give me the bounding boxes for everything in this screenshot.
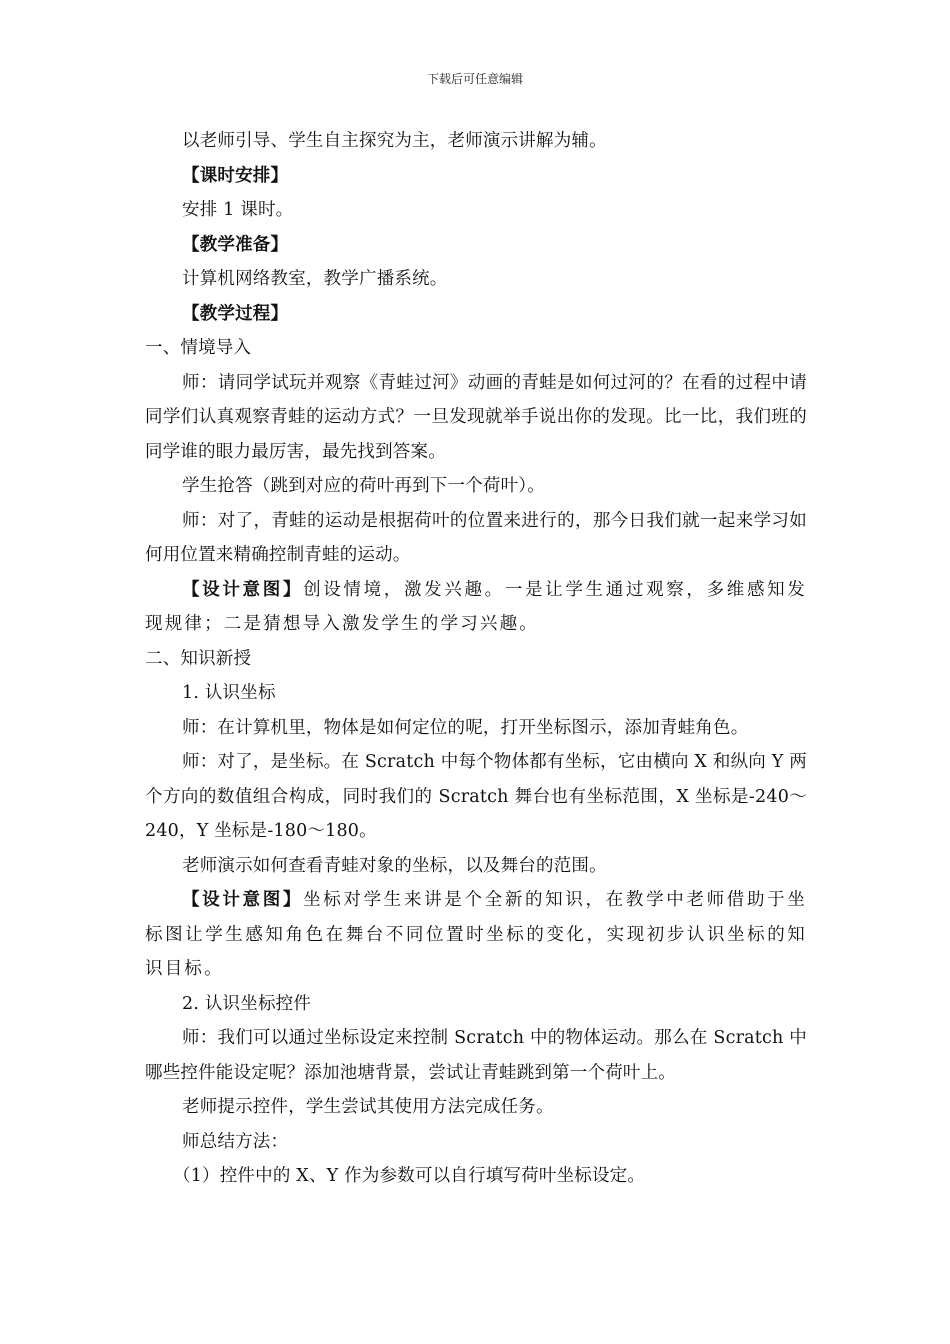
preparation-paragraph: 计算机网络教室，教学广播系统。 [182, 269, 448, 289]
schedule-paragraph: 安排 1 课时。 [182, 200, 294, 220]
teacher-paragraph-5: 师：我们可以通过坐标设定来控制 Scratch 中的物体运动。那么在 Scratch 中哪些控件能设定呢？添加池塘背景，尝试让青蛙跳到第一个荷叶上。 [145, 1028, 807, 1083]
heading-preparation: 【教学准备】 [182, 234, 289, 255]
student-answer-paragraph: 学生抢答（跳到对应的荷叶再到下一个荷叶）。 [182, 476, 545, 496]
design-intent-label: 【设计意图】 [182, 579, 304, 600]
teacher-paragraph-2: 师：对了，青蛙的运动是根据荷叶的位置来进行的，那今日我们就一起来学习如何用位置来精确控制青蛙的运动。 [145, 510, 807, 565]
demo-paragraph: 老师演示如何查看青蛙对象的坐标，以及舞台的范围。 [182, 855, 607, 876]
section-heading-intro: 一、情境导入 [145, 338, 252, 358]
document-body [145, 124, 807, 1194]
teacher-paragraph-1: 师：请同学试玩并观察《青蛙过河》动画的青蛙是如何过河的？在看的过程中请同学们认真观察青蛙的运动方式？一旦发现就举手说出你的发现。比一比，我们班的同学谁的眼力最厉害，最先找到答案。 [145, 372, 807, 462]
design-intent-text: 创设情境，激发兴趣。一是让学生通过观察，多维感知发现规律；二是猜想导入激发学生的学习兴趣。 [145, 579, 807, 634]
subheading-coordinate-controls: 2. 认识坐标控件 [182, 993, 312, 1014]
subheading-coordinates: 1. 认识坐标 [182, 683, 276, 703]
design-intent-paragraph-2 [145, 883, 807, 987]
section-heading-new-knowledge: 二、知识新授 [145, 648, 252, 669]
design-intent-paragraph-1 [145, 573, 807, 642]
summary-paragraph: 师总结方法： [182, 1131, 289, 1152]
heading-schedule: 【课时安排】 [182, 165, 289, 186]
page-header-note: 下载后可任意编辑 [426, 72, 523, 86]
design-intent-text: 坐标对学生来讲是个全新的知识，在教学中老师借助于坐标图让学生感知角色在舞台不同位置时坐标的变化，实现初步认识坐标的知识目标。 [145, 890, 807, 979]
method-item-1: （1）控件中的 X、Y 作为参数可以自行填写荷叶坐标设定。 [173, 1166, 646, 1186]
method-paragraph: 以老师引导、学生自主探究为主，老师演示讲解为辅。 [182, 131, 607, 151]
hint-paragraph: 老师提示控件，学生尝试其使用方法完成任务。 [182, 1097, 554, 1117]
heading-process: 【教学过程】 [182, 303, 289, 324]
design-intent-label: 【设计意图】 [182, 890, 304, 910]
teacher-paragraph-3: 师：在计算机里，物体是如何定位的呢，打开坐标图示，添加青蛙角色。 [182, 717, 749, 738]
teacher-paragraph-4: 师：对了，是坐标。在 Scratch 中每个物体都有坐标，它由横向 X 和纵向 Y 两个方向的数值组合构成，同时我们的 Scratch 舞台也有坐标范围，X 坐标是-240～240，Y 坐标是-180～180。 [145, 752, 807, 841]
